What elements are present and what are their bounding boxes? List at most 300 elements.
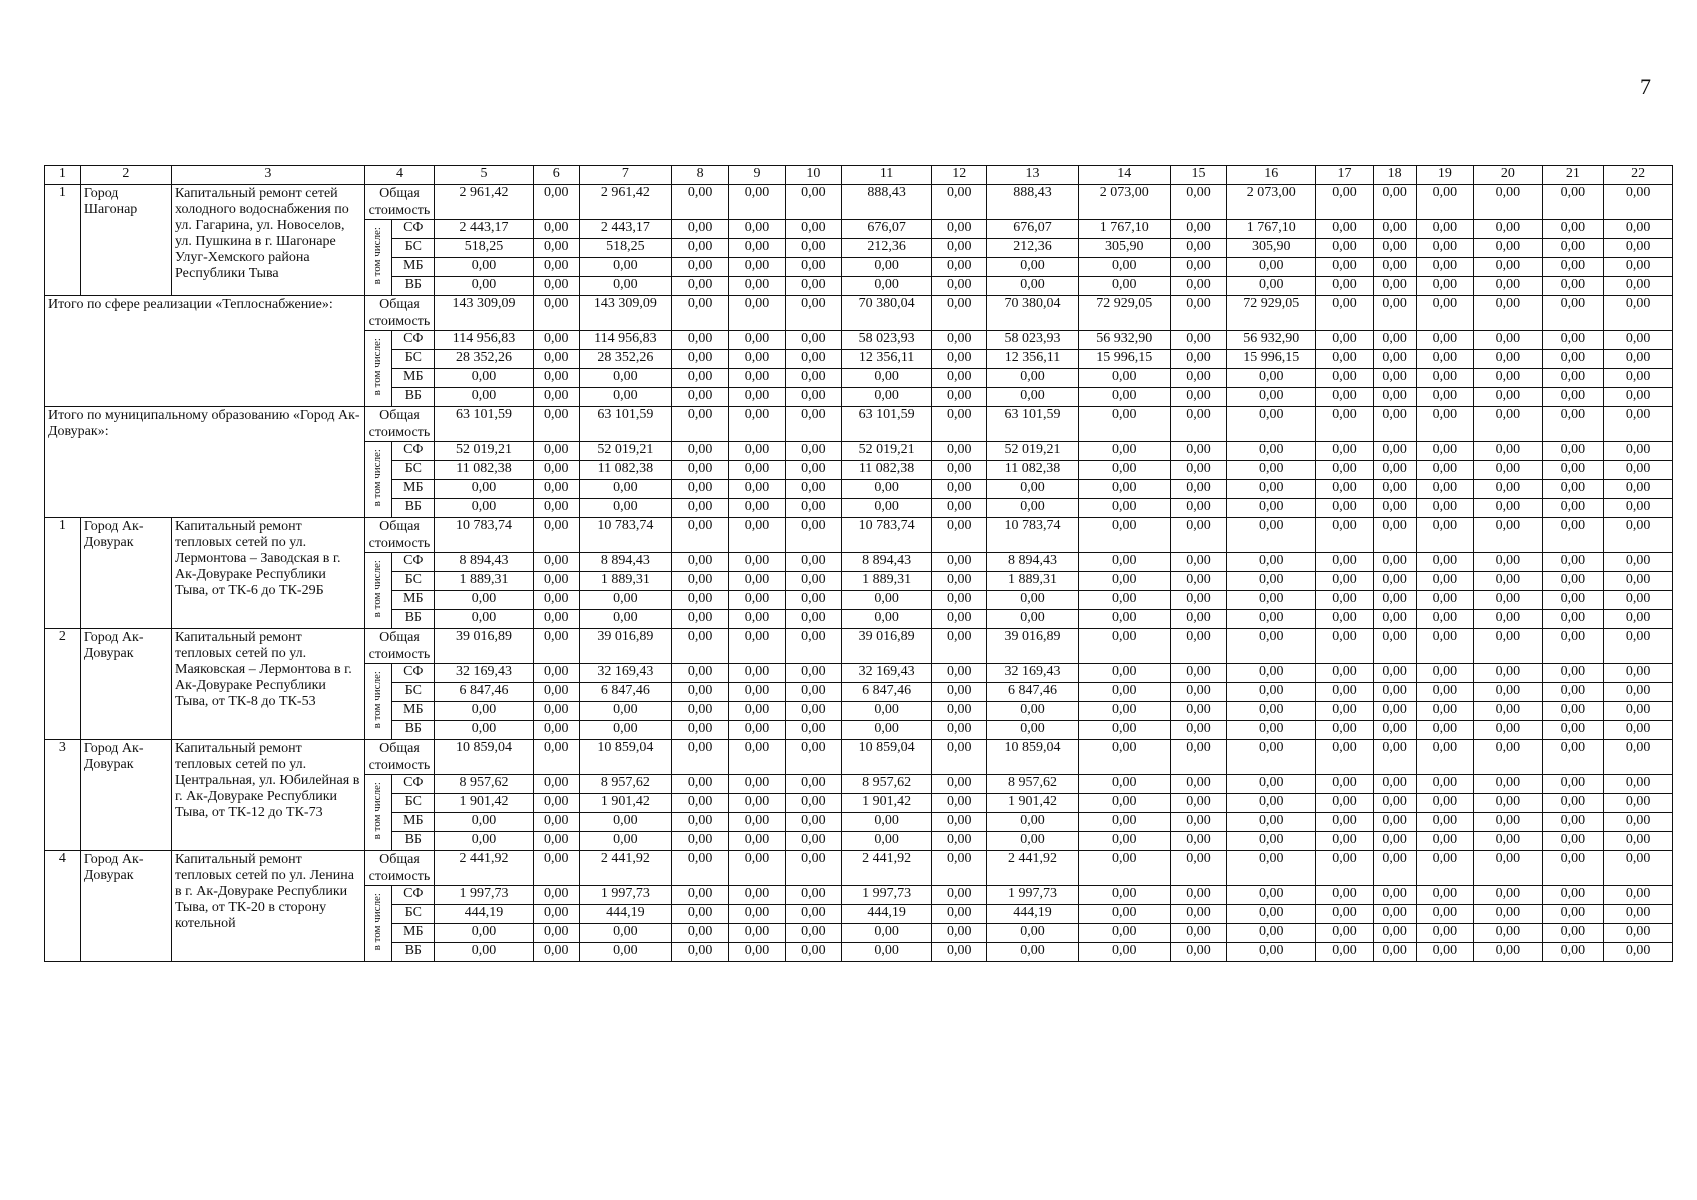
value-cell: 0,00 xyxy=(1227,813,1316,832)
value-cell: 0,00 xyxy=(1416,277,1473,296)
value-cell: 0,00 xyxy=(1227,924,1316,943)
value-cell: 0,00 xyxy=(533,702,579,721)
value-cell: 0,00 xyxy=(1474,258,1543,277)
value-cell: 0,00 xyxy=(785,610,841,629)
value-cell: 0,00 xyxy=(671,610,728,629)
value-cell: 0,00 xyxy=(1604,277,1673,296)
value-cell: 0,00 xyxy=(1170,499,1226,518)
value-cell: 0,00 xyxy=(533,442,579,461)
value-cell: 0,00 xyxy=(932,794,987,813)
value-cell: 0,00 xyxy=(1078,702,1170,721)
table-row xyxy=(45,629,1673,664)
value-cell: 0,00 xyxy=(1416,721,1473,740)
value-cell: 0,00 xyxy=(1542,407,1603,442)
value-cell: 0,00 xyxy=(841,499,931,518)
value-cell: 0,00 xyxy=(841,480,931,499)
value-cell: 0,00 xyxy=(1078,610,1170,629)
value-cell: 8 894,43 xyxy=(987,553,1078,572)
value-cell: 0,00 xyxy=(1227,407,1316,442)
value-cell: 0,00 xyxy=(435,610,533,629)
value-cell: 212,36 xyxy=(841,239,931,258)
value-cell: 0,00 xyxy=(1227,683,1316,702)
value-cell: 63 101,59 xyxy=(987,407,1078,442)
value-cell: 70 380,04 xyxy=(987,296,1078,331)
value-cell: 0,00 xyxy=(987,924,1078,943)
value-cell: 0,00 xyxy=(671,185,728,220)
value-cell: 0,00 xyxy=(579,480,671,499)
value-cell: 0,00 xyxy=(1170,296,1226,331)
total-cost-label: Общая стоимость xyxy=(364,518,435,553)
value-cell: 0,00 xyxy=(1416,518,1473,553)
value-cell: 0,00 xyxy=(1474,886,1543,905)
table-row xyxy=(45,185,1673,220)
value-cell: 0,00 xyxy=(785,924,841,943)
value-cell: 0,00 xyxy=(932,683,987,702)
municipality: Город Ак-Довурак xyxy=(80,740,171,851)
value-cell: 0,00 xyxy=(1227,832,1316,851)
value-cell: 0,00 xyxy=(533,832,579,851)
value-cell: 0,00 xyxy=(1227,499,1316,518)
value-cell: 0,00 xyxy=(671,664,728,683)
value-cell: 0,00 xyxy=(1416,702,1473,721)
value-cell: 6 847,46 xyxy=(435,683,533,702)
value-cell: 0,00 xyxy=(729,388,785,407)
value-cell: 0,00 xyxy=(1604,886,1673,905)
value-cell: 0,00 xyxy=(1227,461,1316,480)
value-cell: 11 082,38 xyxy=(579,461,671,480)
value-cell: 0,00 xyxy=(1474,388,1543,407)
value-cell: 0,00 xyxy=(729,572,785,591)
value-cell: 0,00 xyxy=(1416,794,1473,813)
value-cell: 39 016,89 xyxy=(987,629,1078,664)
funding-code: МБ xyxy=(392,924,435,943)
value-cell: 0,00 xyxy=(932,442,987,461)
value-cell: 0,00 xyxy=(533,461,579,480)
value-cell: 0,00 xyxy=(1373,794,1416,813)
value-cell: 0,00 xyxy=(1604,629,1673,664)
value-cell: 0,00 xyxy=(1416,461,1473,480)
value-cell: 0,00 xyxy=(1316,296,1373,331)
value-cell: 0,00 xyxy=(1227,664,1316,683)
value-cell: 0,00 xyxy=(1373,518,1416,553)
value-cell: 0,00 xyxy=(1078,813,1170,832)
value-cell: 0,00 xyxy=(533,886,579,905)
value-cell: 0,00 xyxy=(579,924,671,943)
value-cell: 1 901,42 xyxy=(841,794,931,813)
value-cell: 0,00 xyxy=(729,220,785,239)
value-cell: 0,00 xyxy=(1542,442,1603,461)
value-cell: 0,00 xyxy=(1416,924,1473,943)
value-cell: 0,00 xyxy=(1416,886,1473,905)
value-cell: 0,00 xyxy=(435,832,533,851)
value-cell: 0,00 xyxy=(987,591,1078,610)
value-cell: 0,00 xyxy=(435,499,533,518)
value-cell: 0,00 xyxy=(533,220,579,239)
value-cell: 0,00 xyxy=(932,943,987,962)
value-cell: 0,00 xyxy=(932,407,987,442)
value-cell: 0,00 xyxy=(1170,553,1226,572)
value-cell: 0,00 xyxy=(729,702,785,721)
value-cell: 28 352,26 xyxy=(579,350,671,369)
value-cell: 56 932,90 xyxy=(1227,331,1316,350)
funding-code: БС xyxy=(392,905,435,924)
value-cell: 6 847,46 xyxy=(841,683,931,702)
value-cell: 0,00 xyxy=(785,572,841,591)
value-cell: 0,00 xyxy=(671,702,728,721)
value-cell: 0,00 xyxy=(1373,331,1416,350)
value-cell: 0,00 xyxy=(729,664,785,683)
total-cost-label: Общая стоимость xyxy=(364,407,435,442)
value-cell: 0,00 xyxy=(1416,388,1473,407)
value-cell: 0,00 xyxy=(1542,553,1603,572)
value-cell: 10 783,74 xyxy=(579,518,671,553)
including-label xyxy=(364,664,392,740)
value-cell: 0,00 xyxy=(987,369,1078,388)
header-row xyxy=(45,166,1673,185)
value-cell: 0,00 xyxy=(729,461,785,480)
row-number: 1 xyxy=(45,185,81,296)
value-cell: 0,00 xyxy=(729,832,785,851)
value-cell: 0,00 xyxy=(435,388,533,407)
column-header: 4 xyxy=(364,166,435,185)
value-cell: 0,00 xyxy=(1416,740,1473,775)
value-cell: 0,00 xyxy=(932,518,987,553)
including-label-text: в том числе: xyxy=(371,227,384,285)
value-cell: 0,00 xyxy=(1316,461,1373,480)
funding-code: ВБ xyxy=(392,721,435,740)
value-cell: 0,00 xyxy=(785,258,841,277)
value-cell: 0,00 xyxy=(1373,572,1416,591)
value-cell: 0,00 xyxy=(729,683,785,702)
value-cell: 444,19 xyxy=(987,905,1078,924)
value-cell: 0,00 xyxy=(1416,905,1473,924)
value-cell: 0,00 xyxy=(1316,442,1373,461)
value-cell: 0,00 xyxy=(533,943,579,962)
value-cell: 0,00 xyxy=(1604,851,1673,886)
value-cell: 0,00 xyxy=(729,794,785,813)
value-cell: 0,00 xyxy=(533,794,579,813)
value-cell: 0,00 xyxy=(1316,518,1373,553)
value-cell: 2 961,42 xyxy=(579,185,671,220)
value-cell: 10 783,74 xyxy=(987,518,1078,553)
funding-code: МБ xyxy=(392,702,435,721)
value-cell: 0,00 xyxy=(1416,220,1473,239)
value-cell: 0,00 xyxy=(987,499,1078,518)
value-cell: 0,00 xyxy=(1316,905,1373,924)
value-cell: 0,00 xyxy=(729,905,785,924)
value-cell: 0,00 xyxy=(1604,331,1673,350)
value-cell: 0,00 xyxy=(435,813,533,832)
funding-code: БС xyxy=(392,572,435,591)
value-cell: 0,00 xyxy=(435,369,533,388)
value-cell: 0,00 xyxy=(533,629,579,664)
value-cell: 0,00 xyxy=(1078,499,1170,518)
value-cell: 0,00 xyxy=(1373,721,1416,740)
value-cell: 0,00 xyxy=(987,813,1078,832)
value-cell: 12 356,11 xyxy=(987,350,1078,369)
value-cell: 0,00 xyxy=(1474,350,1543,369)
value-cell: 8 957,62 xyxy=(435,775,533,794)
value-cell: 0,00 xyxy=(987,702,1078,721)
value-cell: 0,00 xyxy=(841,813,931,832)
municipality: Город Шагонар xyxy=(80,185,171,296)
value-cell: 0,00 xyxy=(1227,905,1316,924)
value-cell: 0,00 xyxy=(1604,407,1673,442)
value-cell: 0,00 xyxy=(1078,683,1170,702)
value-cell: 0,00 xyxy=(1416,350,1473,369)
value-cell: 0,00 xyxy=(1474,943,1543,962)
value-cell: 0,00 xyxy=(1416,553,1473,572)
value-cell: 0,00 xyxy=(1227,369,1316,388)
value-cell: 0,00 xyxy=(533,905,579,924)
value-cell: 0,00 xyxy=(841,277,931,296)
value-cell: 0,00 xyxy=(1373,832,1416,851)
value-cell: 0,00 xyxy=(729,499,785,518)
value-cell: 0,00 xyxy=(1416,610,1473,629)
value-cell: 70 380,04 xyxy=(841,296,931,331)
value-cell: 0,00 xyxy=(1316,350,1373,369)
value-cell: 10 859,04 xyxy=(987,740,1078,775)
column-header: 8 xyxy=(671,166,728,185)
funding-code: ВБ xyxy=(392,943,435,962)
value-cell: 0,00 xyxy=(1604,905,1673,924)
value-cell: 0,00 xyxy=(1170,258,1226,277)
value-cell: 0,00 xyxy=(1542,350,1603,369)
project-description: Капитальный ремонт тепловых сетей по ул. Маяковская – Лермонтова в г. Ак-Довураке Республики Тыва, от ТК-8 до ТК-53 xyxy=(172,629,365,740)
value-cell: 32 169,43 xyxy=(435,664,533,683)
value-cell: 0,00 xyxy=(1373,220,1416,239)
value-cell: 0,00 xyxy=(785,442,841,461)
value-cell: 8 957,62 xyxy=(841,775,931,794)
value-cell: 0,00 xyxy=(1542,905,1603,924)
value-cell: 0,00 xyxy=(1542,220,1603,239)
funding-code: СФ xyxy=(392,220,435,239)
funding-code: БС xyxy=(392,794,435,813)
value-cell: 676,07 xyxy=(841,220,931,239)
funding-code: БС xyxy=(392,239,435,258)
value-cell: 212,36 xyxy=(987,239,1078,258)
column-header: 13 xyxy=(987,166,1078,185)
value-cell: 0,00 xyxy=(1078,832,1170,851)
value-cell: 1 767,10 xyxy=(1078,220,1170,239)
value-cell: 0,00 xyxy=(1373,740,1416,775)
row-number: 3 xyxy=(45,740,81,851)
value-cell: 0,00 xyxy=(1416,629,1473,664)
project-description: Капитальный ремонт тепловых сетей по ул. Лермонтова – Заводская в г. Ак-Довураке Республики Тыва, от ТК-6 до ТК-29Б xyxy=(172,518,365,629)
value-cell: 0,00 xyxy=(1316,499,1373,518)
value-cell: 12 356,11 xyxy=(841,350,931,369)
value-cell: 0,00 xyxy=(729,350,785,369)
table-body xyxy=(45,166,1673,962)
value-cell: 0,00 xyxy=(1316,629,1373,664)
value-cell: 0,00 xyxy=(729,553,785,572)
value-cell: 0,00 xyxy=(1416,775,1473,794)
value-cell: 0,00 xyxy=(1316,813,1373,832)
value-cell: 0,00 xyxy=(1316,610,1373,629)
value-cell: 0,00 xyxy=(435,258,533,277)
value-cell: 0,00 xyxy=(1170,610,1226,629)
value-cell: 10 859,04 xyxy=(435,740,533,775)
value-cell: 0,00 xyxy=(1604,258,1673,277)
funding-code: БС xyxy=(392,461,435,480)
value-cell: 0,00 xyxy=(1373,461,1416,480)
value-cell: 1 901,42 xyxy=(987,794,1078,813)
value-cell: 0,00 xyxy=(1604,702,1673,721)
value-cell: 0,00 xyxy=(1170,702,1226,721)
funding-code: БС xyxy=(392,683,435,702)
value-cell: 0,00 xyxy=(1474,296,1543,331)
value-cell: 0,00 xyxy=(1373,683,1416,702)
value-cell: 0,00 xyxy=(533,369,579,388)
value-cell: 0,00 xyxy=(841,702,931,721)
value-cell: 0,00 xyxy=(785,388,841,407)
value-cell: 0,00 xyxy=(1227,943,1316,962)
value-cell: 0,00 xyxy=(671,369,728,388)
value-cell: 0,00 xyxy=(841,610,931,629)
value-cell: 0,00 xyxy=(1474,905,1543,924)
column-header: 5 xyxy=(435,166,533,185)
value-cell: 0,00 xyxy=(1604,740,1673,775)
value-cell: 0,00 xyxy=(1316,721,1373,740)
value-cell: 0,00 xyxy=(1170,407,1226,442)
value-cell: 0,00 xyxy=(671,629,728,664)
value-cell: 32 169,43 xyxy=(841,664,931,683)
value-cell: 0,00 xyxy=(729,629,785,664)
value-cell: 0,00 xyxy=(1170,591,1226,610)
value-cell: 0,00 xyxy=(1416,499,1473,518)
value-cell: 0,00 xyxy=(1474,220,1543,239)
value-cell: 0,00 xyxy=(671,499,728,518)
value-cell: 1 997,73 xyxy=(987,886,1078,905)
value-cell: 0,00 xyxy=(1416,296,1473,331)
value-cell: 0,00 xyxy=(1316,702,1373,721)
value-cell: 0,00 xyxy=(785,813,841,832)
value-cell: 0,00 xyxy=(1373,442,1416,461)
value-cell: 0,00 xyxy=(1604,572,1673,591)
value-cell: 0,00 xyxy=(1373,610,1416,629)
value-cell: 0,00 xyxy=(1316,185,1373,220)
value-cell: 0,00 xyxy=(729,277,785,296)
funding-code: ВБ xyxy=(392,610,435,629)
value-cell: 0,00 xyxy=(1078,258,1170,277)
value-cell: 0,00 xyxy=(1373,369,1416,388)
value-cell: 0,00 xyxy=(1316,924,1373,943)
value-cell: 32 169,43 xyxy=(987,664,1078,683)
value-cell: 10 859,04 xyxy=(579,740,671,775)
value-cell: 0,00 xyxy=(987,610,1078,629)
municipality: Город Ак-Довурак xyxy=(80,851,171,962)
value-cell: 0,00 xyxy=(1416,943,1473,962)
value-cell: 0,00 xyxy=(932,775,987,794)
value-cell: 0,00 xyxy=(1474,461,1543,480)
value-cell: 0,00 xyxy=(1416,813,1473,832)
value-cell: 0,00 xyxy=(533,388,579,407)
value-cell: 0,00 xyxy=(671,832,728,851)
value-cell: 0,00 xyxy=(729,740,785,775)
value-cell: 0,00 xyxy=(1078,480,1170,499)
value-cell: 0,00 xyxy=(1373,886,1416,905)
value-cell: 0,00 xyxy=(671,461,728,480)
value-cell: 0,00 xyxy=(1078,591,1170,610)
value-cell: 0,00 xyxy=(1316,664,1373,683)
value-cell: 0,00 xyxy=(579,591,671,610)
value-cell: 0,00 xyxy=(1604,943,1673,962)
column-header: 19 xyxy=(1416,166,1473,185)
including-label-text: в том числе: xyxy=(371,671,384,729)
project-description: Капитальный ремонт тепловых сетей по ул. Ленина в г. Ак-Довураке Республики Тыва, от ТК-20 в сторону котельной xyxy=(172,851,365,962)
value-cell: 0,00 xyxy=(932,610,987,629)
value-cell: 0,00 xyxy=(671,480,728,499)
value-cell: 0,00 xyxy=(1416,591,1473,610)
value-cell: 0,00 xyxy=(1542,499,1603,518)
value-cell: 0,00 xyxy=(1170,683,1226,702)
value-cell: 0,00 xyxy=(671,813,728,832)
value-cell: 0,00 xyxy=(932,388,987,407)
value-cell: 58 023,93 xyxy=(987,331,1078,350)
value-cell: 0,00 xyxy=(1604,683,1673,702)
value-cell: 0,00 xyxy=(785,239,841,258)
value-cell: 0,00 xyxy=(579,277,671,296)
value-cell: 8 957,62 xyxy=(987,775,1078,794)
value-cell: 0,00 xyxy=(1474,794,1543,813)
value-cell: 0,00 xyxy=(1170,740,1226,775)
value-cell: 0,00 xyxy=(1474,499,1543,518)
value-cell: 0,00 xyxy=(729,943,785,962)
value-cell: 0,00 xyxy=(1316,331,1373,350)
value-cell: 0,00 xyxy=(1373,480,1416,499)
value-cell: 0,00 xyxy=(579,943,671,962)
value-cell: 0,00 xyxy=(1316,388,1373,407)
value-cell: 888,43 xyxy=(841,185,931,220)
value-cell: 0,00 xyxy=(932,905,987,924)
value-cell: 0,00 xyxy=(671,518,728,553)
value-cell: 0,00 xyxy=(1373,905,1416,924)
value-cell: 0,00 xyxy=(1416,480,1473,499)
value-cell: 0,00 xyxy=(435,702,533,721)
value-cell: 0,00 xyxy=(1316,683,1373,702)
value-cell: 0,00 xyxy=(533,518,579,553)
column-header: 15 xyxy=(1170,166,1226,185)
funding-code: СФ xyxy=(392,775,435,794)
value-cell: 0,00 xyxy=(671,721,728,740)
value-cell: 0,00 xyxy=(729,369,785,388)
value-cell: 0,00 xyxy=(1474,480,1543,499)
value-cell: 0,00 xyxy=(1604,296,1673,331)
value-cell: 0,00 xyxy=(533,610,579,629)
value-cell: 0,00 xyxy=(987,480,1078,499)
funding-code: ВБ xyxy=(392,388,435,407)
value-cell: 0,00 xyxy=(785,794,841,813)
project-description: Капитальный ремонт сетей холодного водоснабжения по ул. Гагарина, ул. Новоселов, ул. Пушкина в г. Шагонаре Улуг-Хемского района Республики Тыва xyxy=(172,185,365,296)
value-cell: 0,00 xyxy=(729,813,785,832)
value-cell: 0,00 xyxy=(1542,721,1603,740)
value-cell: 0,00 xyxy=(1373,553,1416,572)
value-cell: 0,00 xyxy=(1227,591,1316,610)
value-cell: 0,00 xyxy=(533,331,579,350)
value-cell: 0,00 xyxy=(932,851,987,886)
value-cell: 0,00 xyxy=(1227,721,1316,740)
value-cell: 0,00 xyxy=(533,350,579,369)
value-cell: 0,00 xyxy=(1542,702,1603,721)
value-cell: 0,00 xyxy=(1316,277,1373,296)
value-cell: 0,00 xyxy=(987,832,1078,851)
value-cell: 0,00 xyxy=(1542,185,1603,220)
value-cell: 0,00 xyxy=(841,943,931,962)
value-cell: 888,43 xyxy=(987,185,1078,220)
value-cell: 0,00 xyxy=(1078,775,1170,794)
value-cell: 0,00 xyxy=(1604,185,1673,220)
column-header: 7 xyxy=(579,166,671,185)
